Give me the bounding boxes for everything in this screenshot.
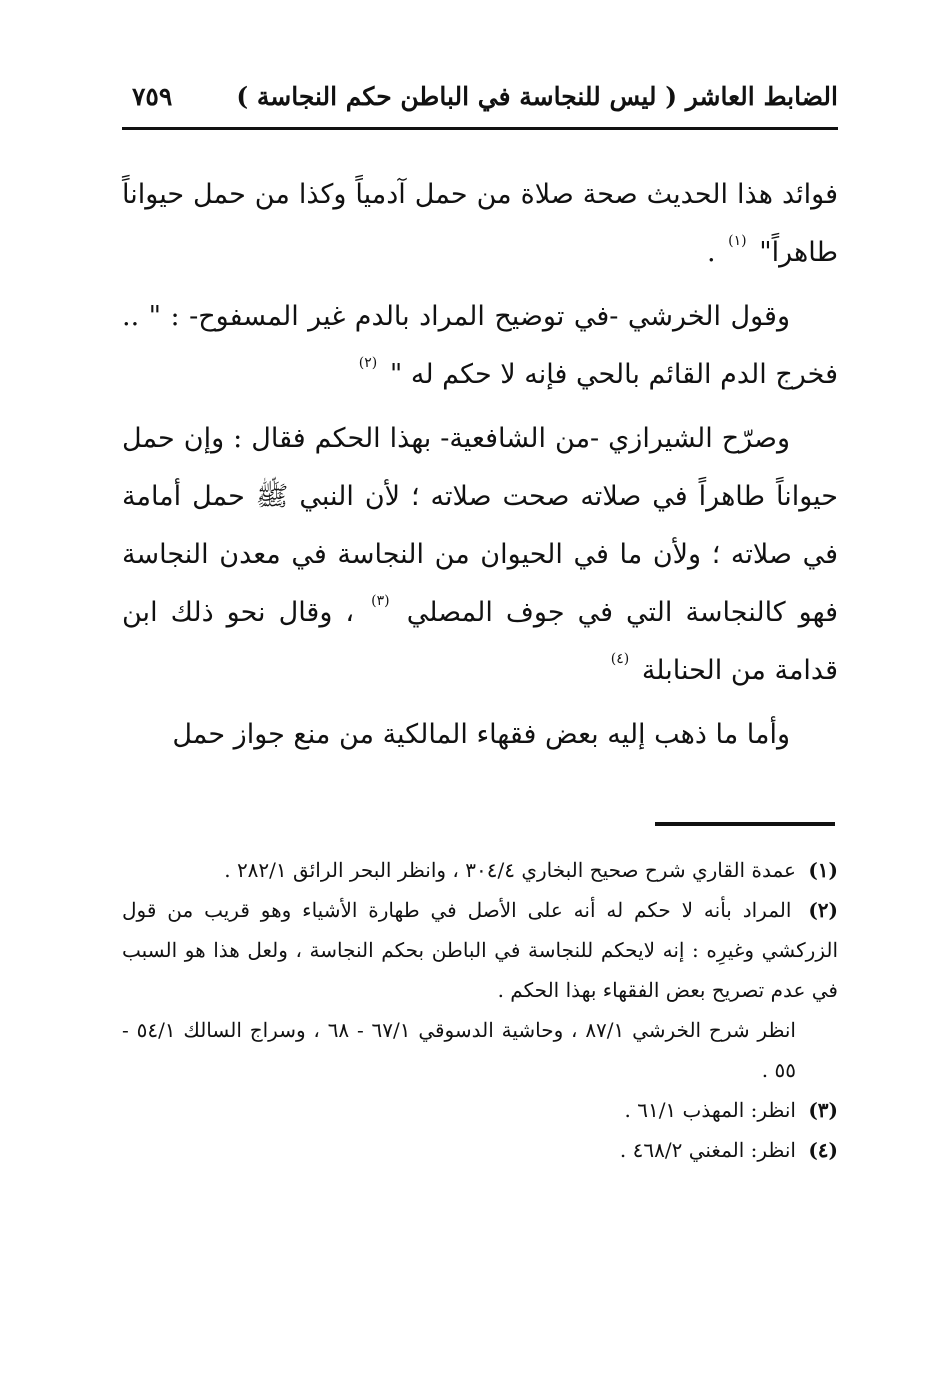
page-number: ٧٥٩ <box>132 82 173 111</box>
footnote-4-text: انظر: المغني ٤٦٨/٢ . <box>619 1138 796 1162</box>
paragraph-3 <box>122 410 838 700</box>
footnote-3 <box>122 1090 838 1130</box>
paragraph-1 <box>122 166 838 282</box>
footnote-1 <box>122 850 838 890</box>
footnote-1-text: عمدة القاري شرح صحيح البخاري ٣٠٤/٤ ، وانظر البحر الرائق ٢٨٢/١ . <box>224 858 796 882</box>
paragraph-1-text: فوائد هذا الحديث صحة صلاة من حمل آدمياً وكذا من حمل حيواناً طاهراً" <box>122 179 838 268</box>
footnote-ref-2[interactable]: (٢) <box>358 355 378 371</box>
paragraph-2-text: وقول الخرشي -في توضيح المراد بالدم غير المسفوح- : " .. فخرج الدم القائم بالحي فإنه لا حكم له " <box>122 301 838 390</box>
footnote-2-continuation: انظر شرح الخرشي ٨٧/١ ، وحاشية الدسوقي ٦٧/١ - ٦٨ ، وسراج السالك ٥٤/١ - ٥٥ . <box>122 1018 796 1082</box>
header-rule <box>122 127 838 130</box>
footnote-ref-4[interactable]: (٤) <box>610 651 630 667</box>
paragraph-4 <box>122 706 838 764</box>
footnote-3-text: انظر: المهذب ٦١/١ . <box>624 1098 796 1122</box>
paragraph-4-text: وأما ما ذهب إليه بعض فقهاء المالكية من منع جواز حمل <box>172 719 790 750</box>
footnote-separator <box>655 822 835 826</box>
footnote-1-number: (١) <box>808 858 838 882</box>
footnote-4 <box>122 1130 838 1170</box>
footnotes <box>122 850 838 1170</box>
footnote-2 <box>122 890 838 1010</box>
footnote-ref-3[interactable]: (٣) <box>371 593 390 609</box>
running-title: الضابط العاشر ( ليس للنجاسة في الباطن حكم النجاسة ) <box>236 82 838 111</box>
footnote-3-number: (٣) <box>808 1098 838 1122</box>
paragraph-1-end: . <box>706 237 716 268</box>
main-text <box>122 166 838 770</box>
footnote-2-text: المراد بأنه لا حكم له أنه على الأصل في طهارة الأشياء وهو قريب من قول الزركشي وغيرِه : إنه لايحكم للنجاسة في الباطن بحكم النجاسة ، ولعل هذا هو السبب في عدم تصريح بعض الفقهاء بهذا الحكم . <box>122 898 838 1002</box>
footnote-2-number: (٢) <box>808 898 838 922</box>
paragraph-2 <box>122 288 838 404</box>
page-header <box>122 78 838 122</box>
paragraph-3-tail: ، وقال نحو ذلك ابن قدامة من الحنابلة <box>122 597 838 686</box>
footnote-ref-1[interactable]: (١) <box>728 233 747 249</box>
footnote-4-number: (٤) <box>808 1138 838 1162</box>
paragraph-3-text: وصرّح الشيرازي -من الشافعية- بهذا الحكم فقال : وإن حمل حيواناً طاهراً في صلاته صحت صلاته ؛ لأن النبي ﷺ حمل أمامة في صلاته ؛ ولأن ما في الحيوان من النجاسة في معدن النجاسة فهو كالنجاسة التي في جوف المصلي <box>122 423 838 628</box>
